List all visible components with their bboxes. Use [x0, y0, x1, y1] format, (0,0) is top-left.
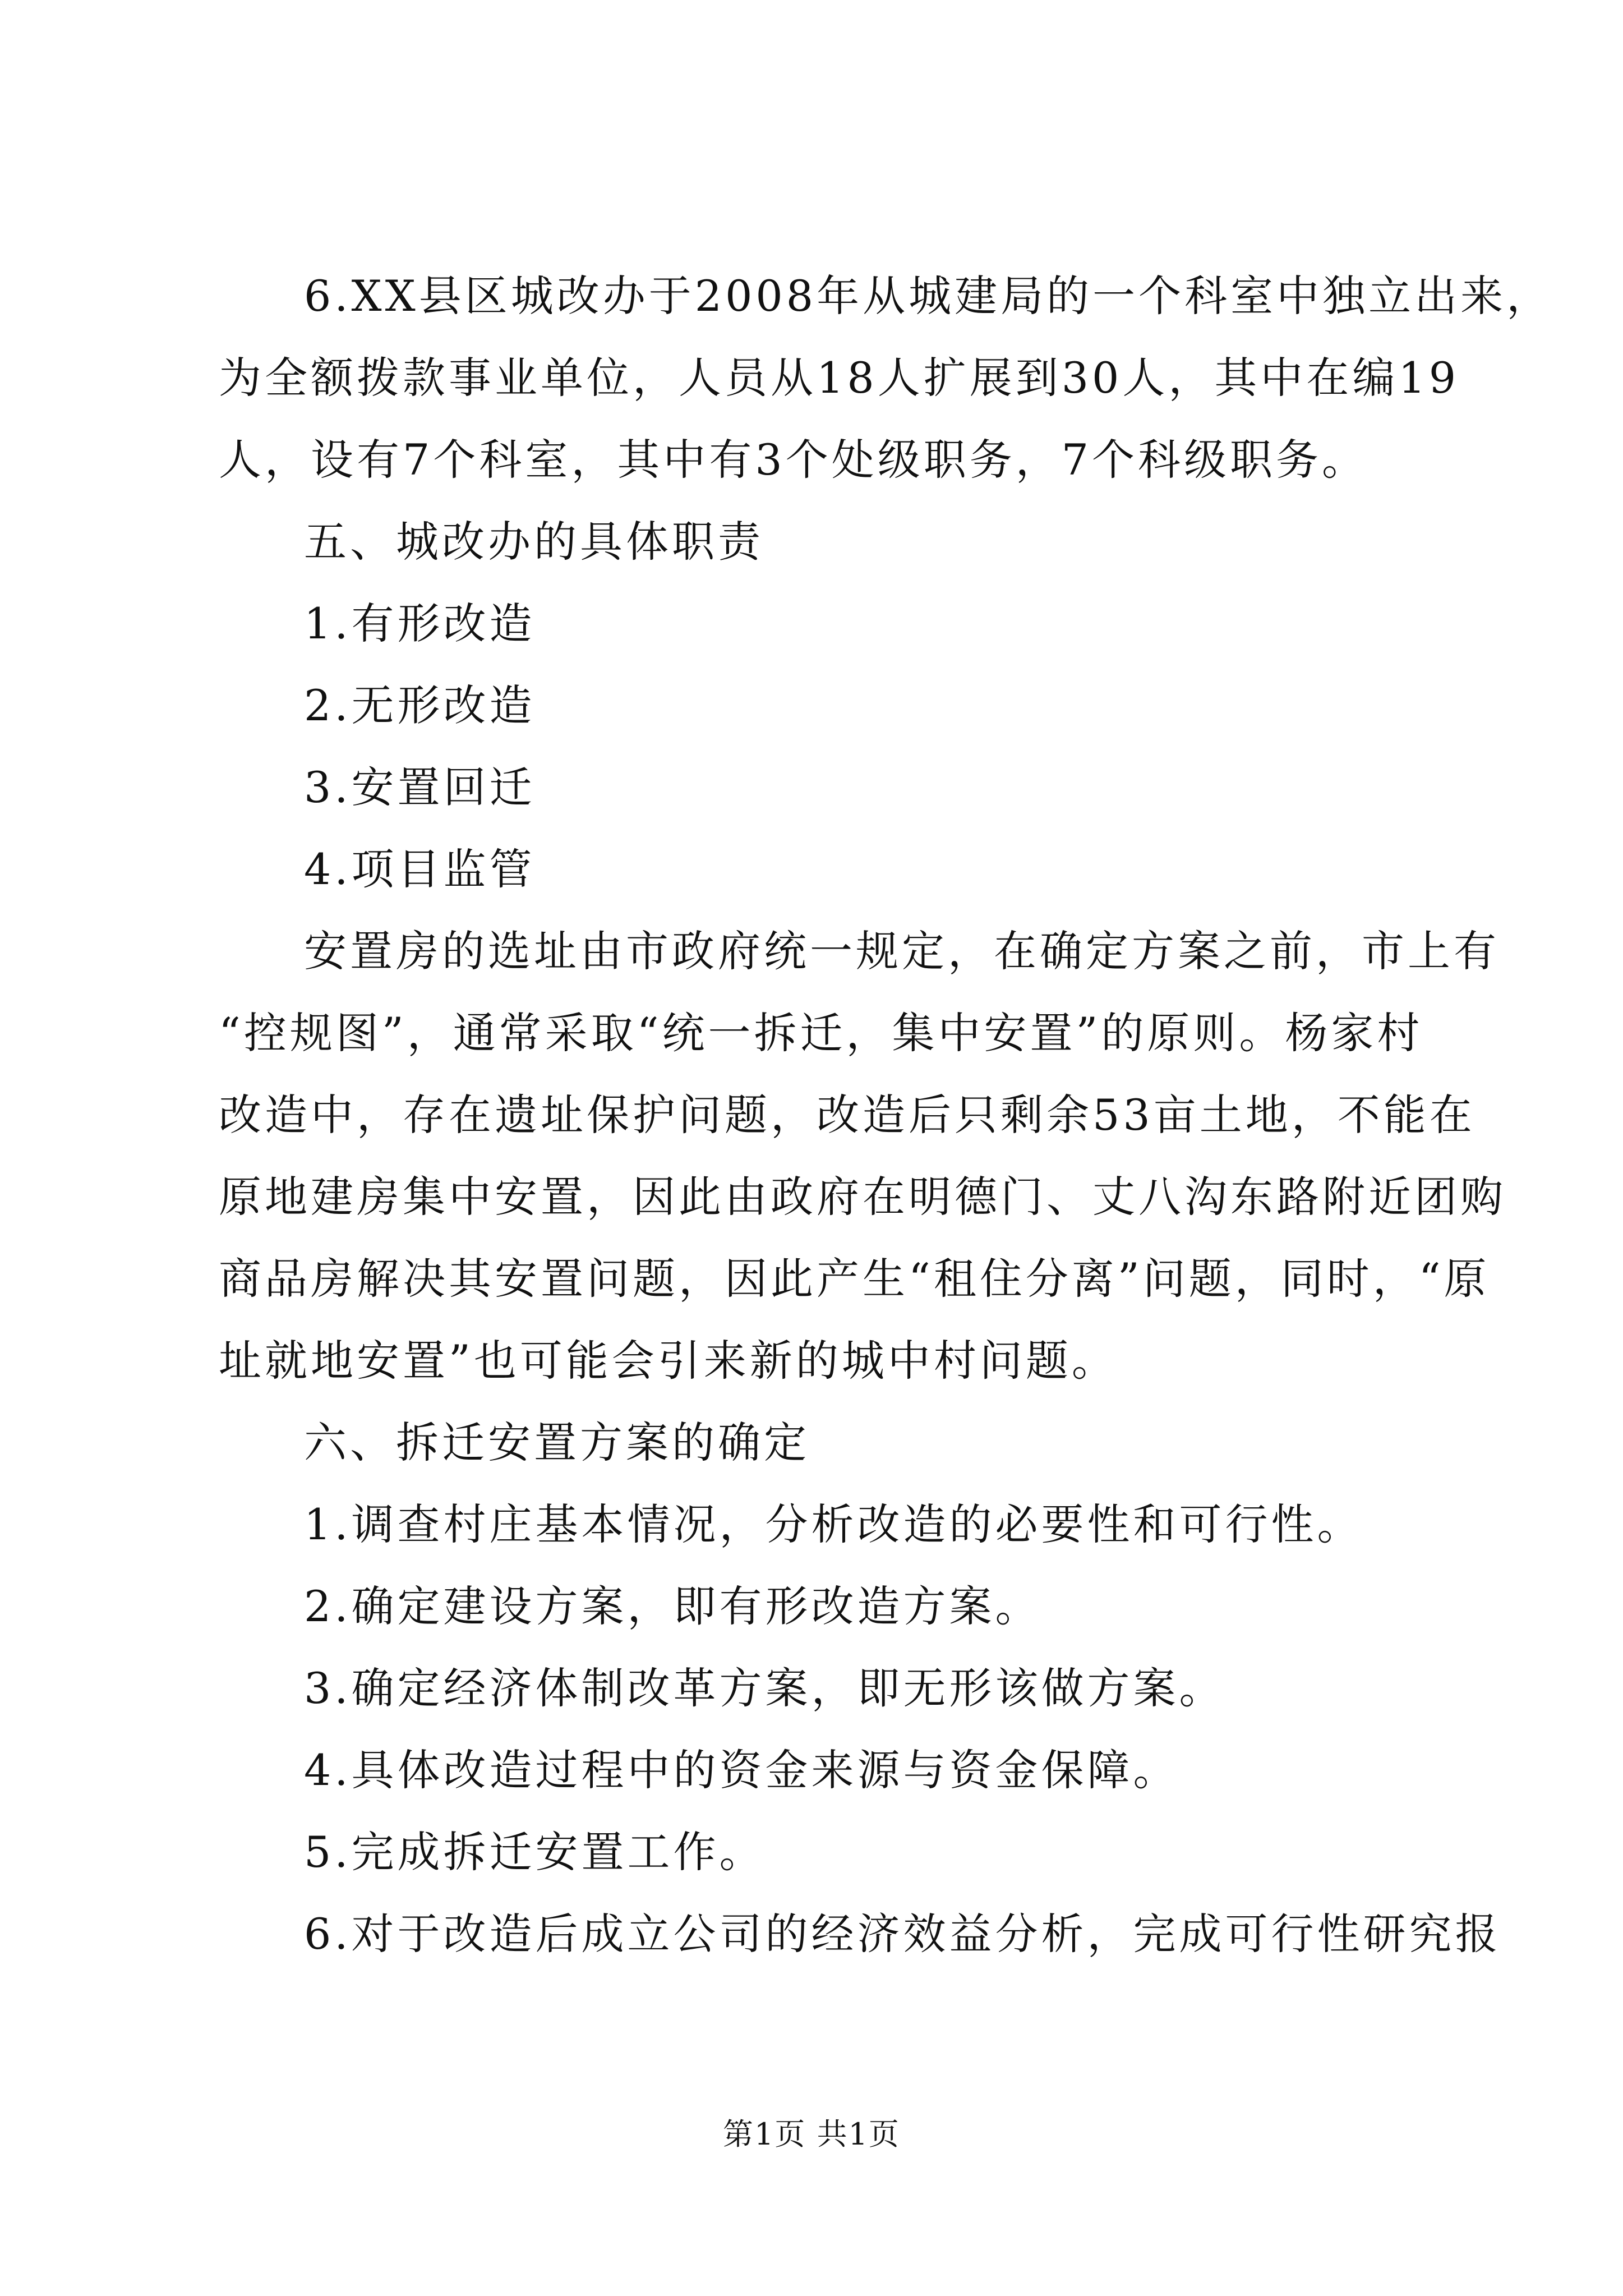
paragraph-line: 安置房的选址由市政府统一规定，在确定方案之前，市上有 — [304, 926, 1500, 976]
paragraph-line: 址就地安置”也可能会引来新的城中村问题。 — [219, 1336, 1118, 1386]
paragraph-line: 商品房解决其安置问题，因此产生“租住分离”问题，同时，“原 — [219, 1254, 1490, 1304]
list-item: 1.有形改造 — [304, 599, 536, 648]
document-body — [219, 255, 1553, 1975]
section-heading: 五、城改办的具体职责 — [304, 517, 764, 567]
paragraph-line: 人，设有7个科室，其中有3个处级职务，7个科级职务。 — [219, 435, 1368, 485]
paragraph-line: 改造中，存在遗址保护问题，改造后只剩余53亩土地，不能在 — [219, 1090, 1476, 1140]
section-heading: 六、拆迁安置方案的确定 — [304, 1418, 810, 1467]
list-item: 3.确定经济体制改革方案，即无形该做方案。 — [304, 1663, 1225, 1713]
paragraph-line: 6.XX县区城改办于2008年从城建局的一个科室中独立出来， — [304, 271, 1553, 321]
list-item: 4.具体改造过程中的资金来源与资金保障。 — [304, 1745, 1179, 1795]
list-item: 3.安置回迁 — [304, 762, 536, 812]
list-item: 1.调查村庄基本情况，分析改造的必要性和可行性。 — [304, 1499, 1363, 1549]
paragraph-line: “控规图”，通常采取“统一拆迁，集中安置”的原则。杨家村 — [219, 1008, 1423, 1058]
list-item: 2.确定建设方案，即有形改造方案。 — [304, 1581, 1041, 1631]
list-item: 6.对于改造后成立公司的经济效益分析，完成可行性研究报 — [304, 1909, 1501, 1959]
paragraph-line: 为全额拨款事业单位，人员从18人扩展到30人，其中在编19 — [219, 353, 1460, 403]
page-footer: 第1页 共1页 — [723, 2116, 900, 2152]
paragraph-line: 原地建房集中安置，因此由政府在明德门、丈八沟东路附近团购 — [219, 1172, 1506, 1222]
list-item: 2.无形改造 — [304, 680, 536, 730]
list-item: 4.项目监管 — [304, 844, 536, 894]
list-item: 5.完成拆迁安置工作。 — [304, 1827, 766, 1877]
